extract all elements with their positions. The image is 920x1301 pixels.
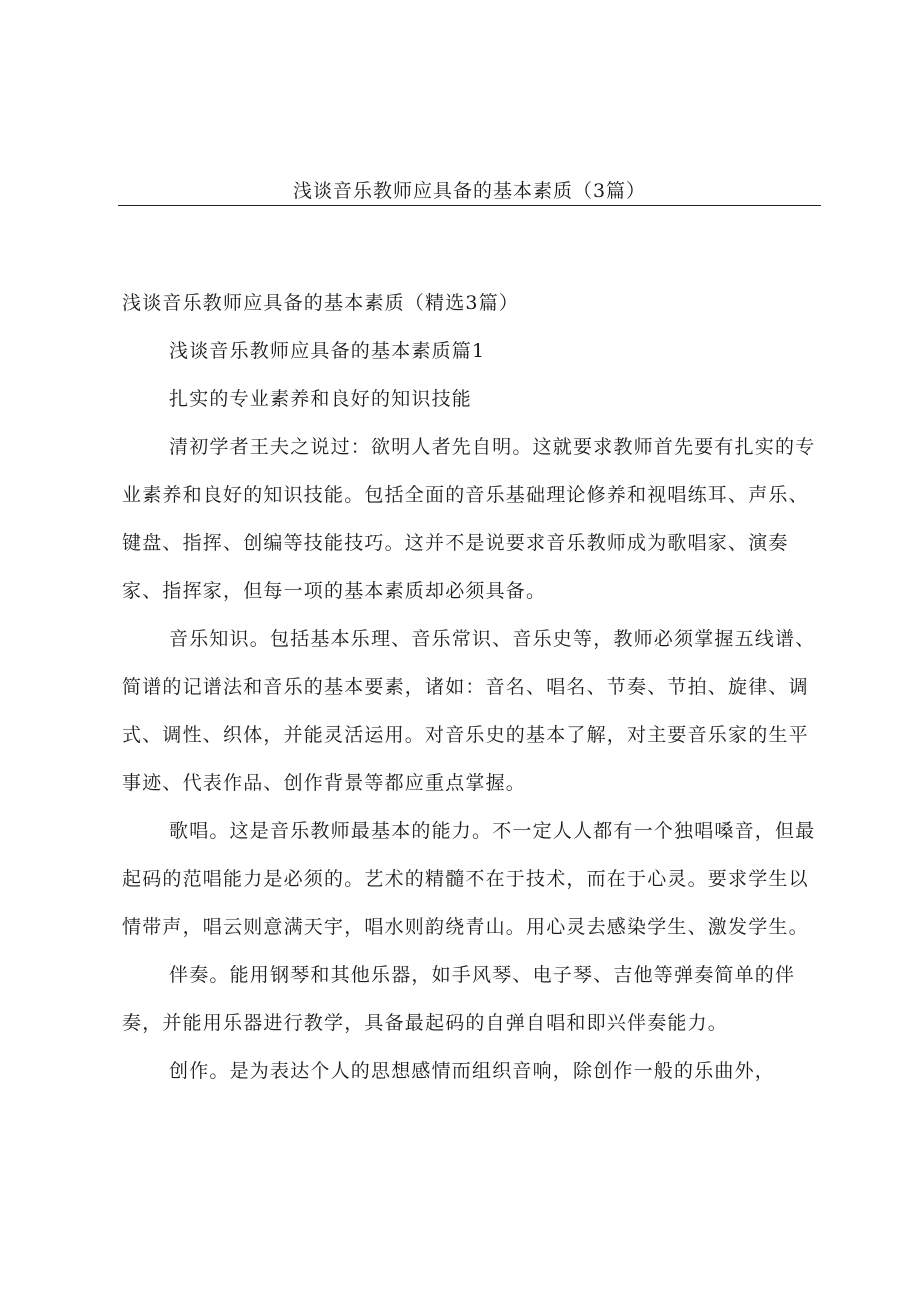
header-title: 浅谈音乐教师应具备的基本素质（3篇）: [292, 180, 647, 202]
paragraph: 创作。是为表达个人的思想感情而组织音响，除创作一般的乐曲外，: [169, 1060, 776, 1082]
paragraph: 音乐知识。包括基本乐理、音乐常识、音乐史等，教师必须掌握五线谱、简谱的记谱法和音乐的基本要素，诸如：音名、唱名、节奏、节拍、旋律、调式、调性、织体，并能灵活运用。对音乐史的基本了解，对主要音乐家的生平事迹、代表作品、创作背景等都应重点掌握。: [122, 628, 816, 794]
header-divider: [118, 205, 821, 206]
paragraph: 伴奏。能用钢琴和其他乐器，如手风琴、电子琴、吉他等弹奏简单的伴奏，并能用乐器进行教学，具备最起码的自弹自唱和即兴伴奏能力。: [122, 964, 796, 1034]
document-title: 浅谈音乐教师应具备的基本素质（精选3篇）: [122, 292, 520, 314]
subheading: 扎实的专业素养和良好的知识技能: [169, 388, 473, 410]
section-heading: 浅谈音乐教师应具备的基本素质篇1: [169, 340, 486, 362]
paragraph: 清初学者王夫之说过：欲明人者先自明。这就要求教师首先要有扎实的专业素养和良好的知识技能。包括全面的音乐基础理论修养和视唱练耳、声乐、键盘、指挥、创编等技能技巧。这并不是说要求音乐教师成为歌唱家、演奏家、指挥家，但每一项的基本素质却必须具备。: [122, 436, 816, 602]
paragraph: 歌唱。这是音乐教师最基本的能力。不一定人人都有一个独唱嗓音，但最起码的范唱能力是必须的。艺术的精髓不在于技术，而在于心灵。要求学生以情带声，唱云则意满天宇，唱水则韵绕青山。用心灵去感染学生、激发学生。: [122, 820, 816, 938]
document-body: [122, 279, 822, 1095]
